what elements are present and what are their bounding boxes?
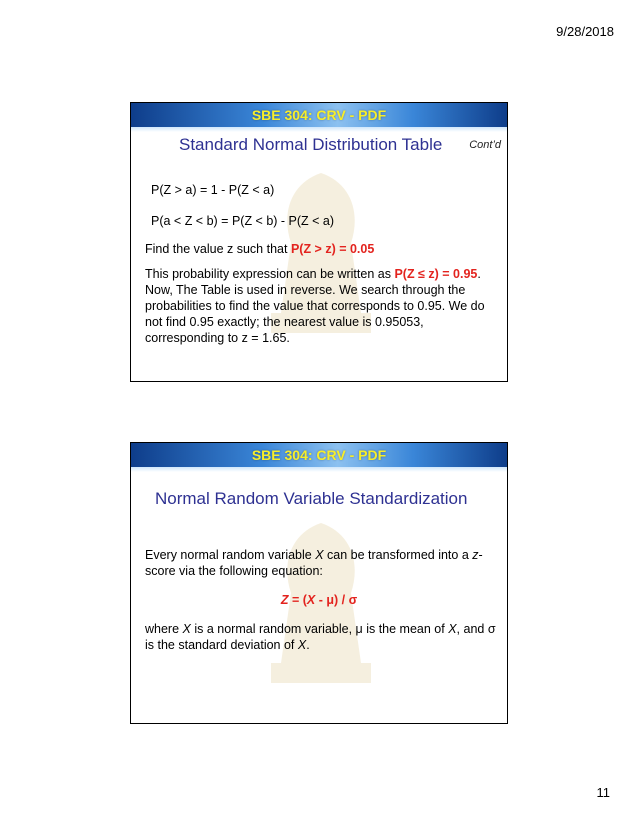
slide-standardization bbox=[130, 442, 508, 724]
contd-label: Cont’d bbox=[469, 139, 501, 151]
slide-banner: SBE 304: CRV - PDF bbox=[131, 443, 507, 467]
explain-rest: . Now, The Table is used in reverse. We search through the probabilities to find the value that corresponds to 0.95. We do not find 0.95 exactly; the nearest value is 0.95053, corresponding to z = 1.65. bbox=[145, 267, 485, 345]
formula-complement: P(Z > a) = 1 - P(Z < a) bbox=[151, 183, 275, 197]
explanation-paragraph bbox=[145, 266, 501, 346]
slide-title: Normal Random Variable Standardization bbox=[155, 489, 468, 508]
where-paragraph bbox=[145, 621, 501, 653]
find-expression: P(Z > z) = 0.05 bbox=[290, 242, 375, 256]
slide-standard-normal-table bbox=[130, 102, 508, 382]
eq-eq: = ( bbox=[288, 593, 307, 607]
where-c: , and σ is the standard deviation of bbox=[145, 622, 496, 652]
formula-interval: P(a < Z < b) = P(Z < b) - P(Z < a) bbox=[151, 214, 335, 228]
page-date: 9/28/2018 bbox=[556, 24, 614, 39]
where-x3: X bbox=[297, 638, 307, 652]
eq-z: Z bbox=[280, 593, 289, 607]
intro-b: can be transformed into a bbox=[323, 548, 473, 562]
where-a: where bbox=[145, 622, 183, 636]
slide-banner: SBE 304: CRV - PDF bbox=[131, 103, 507, 127]
eq-x: X bbox=[306, 593, 316, 607]
eq-rest: - μ) / σ bbox=[315, 593, 358, 607]
intro-z: z bbox=[472, 548, 479, 562]
page-number: 11 bbox=[596, 785, 610, 800]
explain-expression: P(Z ≤ z) = 0.95 bbox=[394, 267, 478, 281]
intro-paragraph bbox=[145, 547, 501, 579]
where-b: is a normal random variable, μ is the mean of bbox=[190, 622, 449, 636]
slide-title: Standard Normal Distribution Table bbox=[179, 135, 443, 154]
explain-prefix: This probability expression can be written as bbox=[145, 267, 395, 281]
where-x: X bbox=[182, 622, 191, 636]
where-x2: X bbox=[448, 622, 457, 636]
banner-shadow-band bbox=[131, 467, 507, 472]
find-prefix: Find the value z such that bbox=[145, 242, 288, 256]
banner-shadow-band bbox=[131, 127, 507, 132]
intro-a: Every normal random variable bbox=[145, 548, 316, 562]
find-value-line bbox=[145, 241, 374, 257]
where-d: . bbox=[306, 638, 310, 652]
intro-c: -score via the following equation: bbox=[145, 548, 483, 578]
intro-x: X bbox=[315, 548, 324, 562]
standardization-equation bbox=[131, 593, 507, 607]
